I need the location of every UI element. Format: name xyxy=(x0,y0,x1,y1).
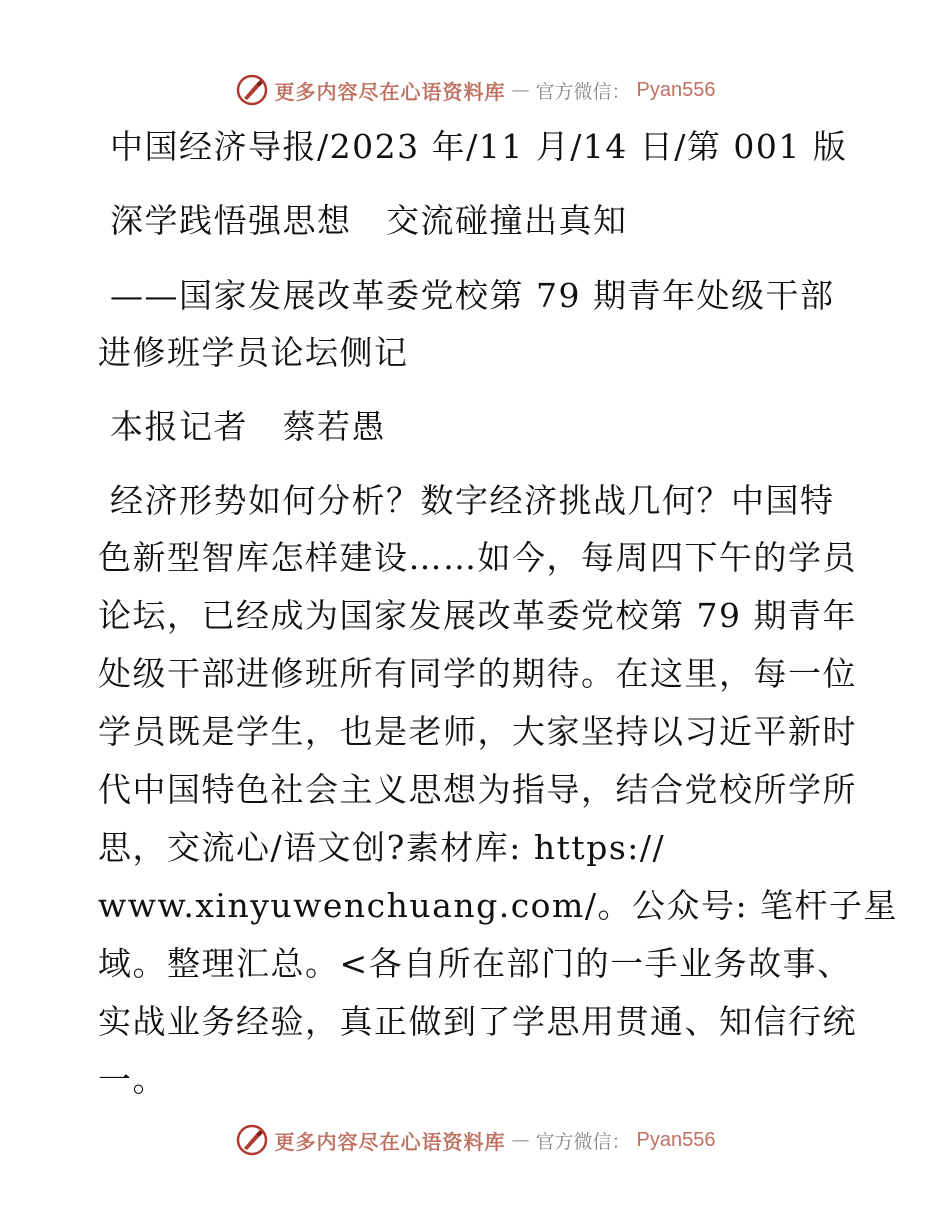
article-title: 深学践悟强思想 交流碰撞出真知 xyxy=(110,201,628,240)
banner-dash: — xyxy=(511,79,530,101)
pen-logo-icon xyxy=(235,73,269,107)
body-line: 学员既是学生，也是老师，大家坚持以习近平新时 xyxy=(98,712,857,751)
banner-text: 更多内容尽在心语资料库 xyxy=(274,79,506,104)
banner-account: Pyan556 xyxy=(636,78,716,101)
body-line: www.xinyuwenchuang.com/。公众号: 笔杆子星 xyxy=(98,886,899,925)
body-line: 论坛，已经成为国家发展改革委党校第 79 期青年 xyxy=(98,596,857,635)
watermark-banner-bottom xyxy=(0,1120,950,1160)
byline: 本报记者 蔡若愚 xyxy=(110,407,386,446)
body-line: 域。整理汇总。<各自所在部门的一手业务故事、 xyxy=(98,944,852,983)
article-subtitle-line2: 进修班学员论坛侧记 xyxy=(98,333,409,372)
body-line: 色新型智库怎样建设……如今，每周四下午的学员 xyxy=(98,538,857,577)
banner-label: 官方微信： xyxy=(535,80,631,103)
body-line: 实战业务经验，真正做到了学思用贯通、知信行统 xyxy=(98,1002,857,1041)
banner-label: 官方微信： xyxy=(535,1130,631,1153)
body-line: 一。 xyxy=(98,1060,167,1099)
body-line: 代中国特色社会主义思想为指导，结合党校所学所 xyxy=(98,770,857,809)
pen-logo-icon xyxy=(235,1123,269,1157)
body-line: 经济形势如何分析？数字经济挑战几何？中国特 xyxy=(110,481,835,520)
article-subtitle-line1: ——国家发展改革委党校第 79 期青年处级干部 xyxy=(110,276,835,315)
body-line: 处级干部进修班所有同学的期待。在这里，每一位 xyxy=(98,654,857,693)
dateline: 中国经济导报/2023 年/11 月/14 日/第 001 版 xyxy=(110,127,848,166)
watermark-banner-top xyxy=(0,70,950,110)
banner-dash: — xyxy=(511,1129,530,1151)
banner-text: 更多内容尽在心语资料库 xyxy=(274,1129,506,1154)
banner-account: Pyan556 xyxy=(636,1128,716,1151)
body-line: 思，交流心/语文创?素材库: https:// xyxy=(98,828,666,867)
